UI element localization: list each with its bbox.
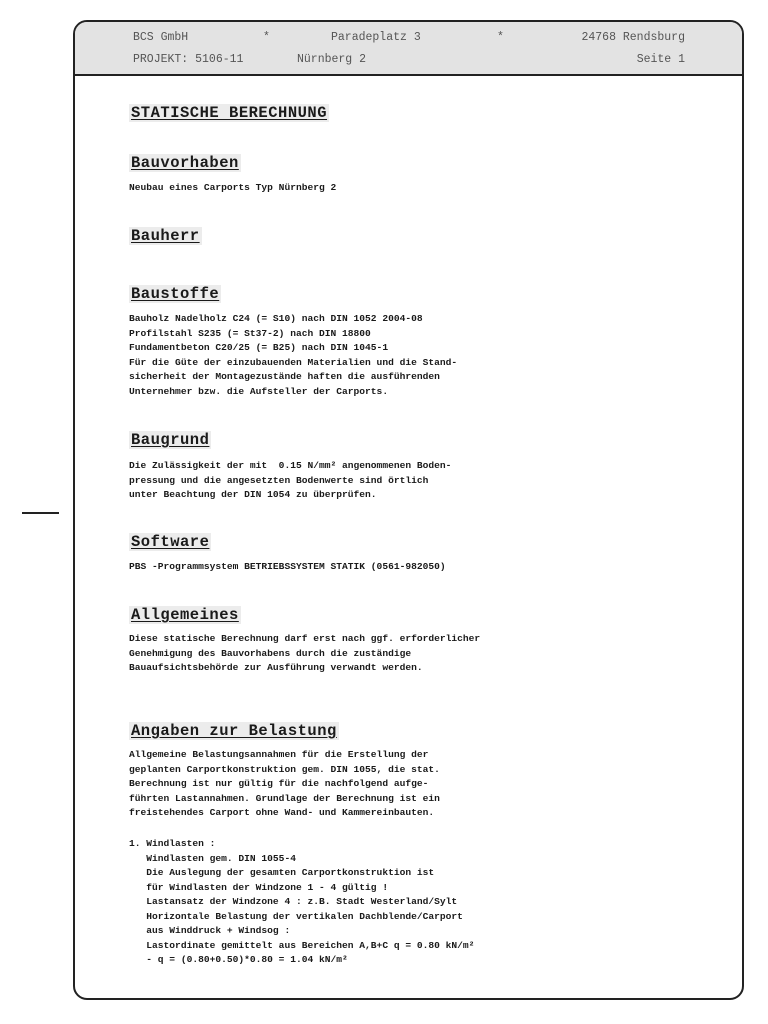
- section-text-allgemeines: Diese statische Berechnung darf erst nach ggf. erforderlicher Genehmigung des Bauvorhabens durch die zuständige Bauaufsichtsbehörde zur Ausführung verwandt werden.: [129, 633, 481, 673]
- page-number: Seite 1: [636, 53, 685, 66]
- header-separator: *: [263, 31, 270, 44]
- header-separator: *: [497, 31, 504, 44]
- page-header: [75, 22, 742, 76]
- company-city: 24768 Rendsburg: [581, 31, 685, 44]
- company-name: BCS GmbH: [133, 31, 189, 44]
- section-text-software: PBS -Programmsystem BETRIEBSSYSTEM STATIK (0561-982050): [129, 561, 446, 572]
- section-text-baugrund: Die Zulässigkeit der mit 0.15 N/mm² angenommenen Boden- pressung und die angesetzten Bodenwerte sind örtlich unter Beachtung der DIN 1054 zu überprüfen.: [129, 460, 452, 500]
- section-text-bauvorhaben: Neubau eines Carports Typ Nürnberg 2: [129, 182, 337, 193]
- section-heading-belastung: Angaben zur Belastung: [131, 722, 337, 740]
- section-heading-software: Software: [131, 533, 210, 551]
- project-name: Nürnberg 2: [297, 53, 367, 66]
- section-heading-bauherr: Bauherr: [131, 227, 200, 245]
- section-heading-baugrund: Baugrund: [131, 431, 210, 449]
- section-heading-baustoffe: Baustoffe: [131, 285, 220, 303]
- windlasten-block: 1. Windlasten : Windlasten gem. DIN 1055-4 Die Auslegung der gesamten Carportkonstruktion ist für Windlasten der Windzone 1 - 4 gültig ! Lastansatz der Windzone 4 : z.B. Stadt Westerland/Sylt Horizontale Belastung der vertikalen Dachblende/Carport aus Winddruck + Windsog : Lastordinate gemittelt aus Bereichen A,B+C q = 0.80 kN/m² - q = (0.80+0.50)*0.80 = 1.04 kN/m²: [129, 838, 475, 965]
- section-heading-bauvorhaben: Bauvorhaben: [131, 154, 239, 172]
- section-heading-allgemeines: Allgemeines: [131, 606, 239, 624]
- margin-mark: [22, 512, 59, 514]
- section-text-baustoffe: Bauholz Nadelholz C24 (= S10) nach DIN 1052 2004-08 Profilstahl S235 (= St37-2) nach DIN 18800 Fundamentbeton C20/25 (= B25) nach DIN 1045-1 Für die Güte der einzubauenden Materialien und die Stand- sicherheit der Montagezustände haften die ausführenden Unternehmer bzw. die Aufsteller der Carports.: [129, 313, 458, 397]
- document-title: STATISCHE BERECHNUNG: [131, 104, 328, 122]
- document-page: [73, 20, 744, 1000]
- section-text-belastung: Allgemeine Belastungsannahmen für die Erstellung der geplanten Carportkonstruktion gem. DIN 1055, die stat. Berechnung ist nur gültig für die nachfolgend aufge- führten Lastannahmen. Grundlage der Berechnung ist ein freistehendes Carport ohne Wand- und Kammereinbauten.: [129, 749, 440, 818]
- project-number: PROJEKT: 5106-11: [133, 53, 244, 66]
- company-street: Paradeplatz 3: [331, 31, 421, 44]
